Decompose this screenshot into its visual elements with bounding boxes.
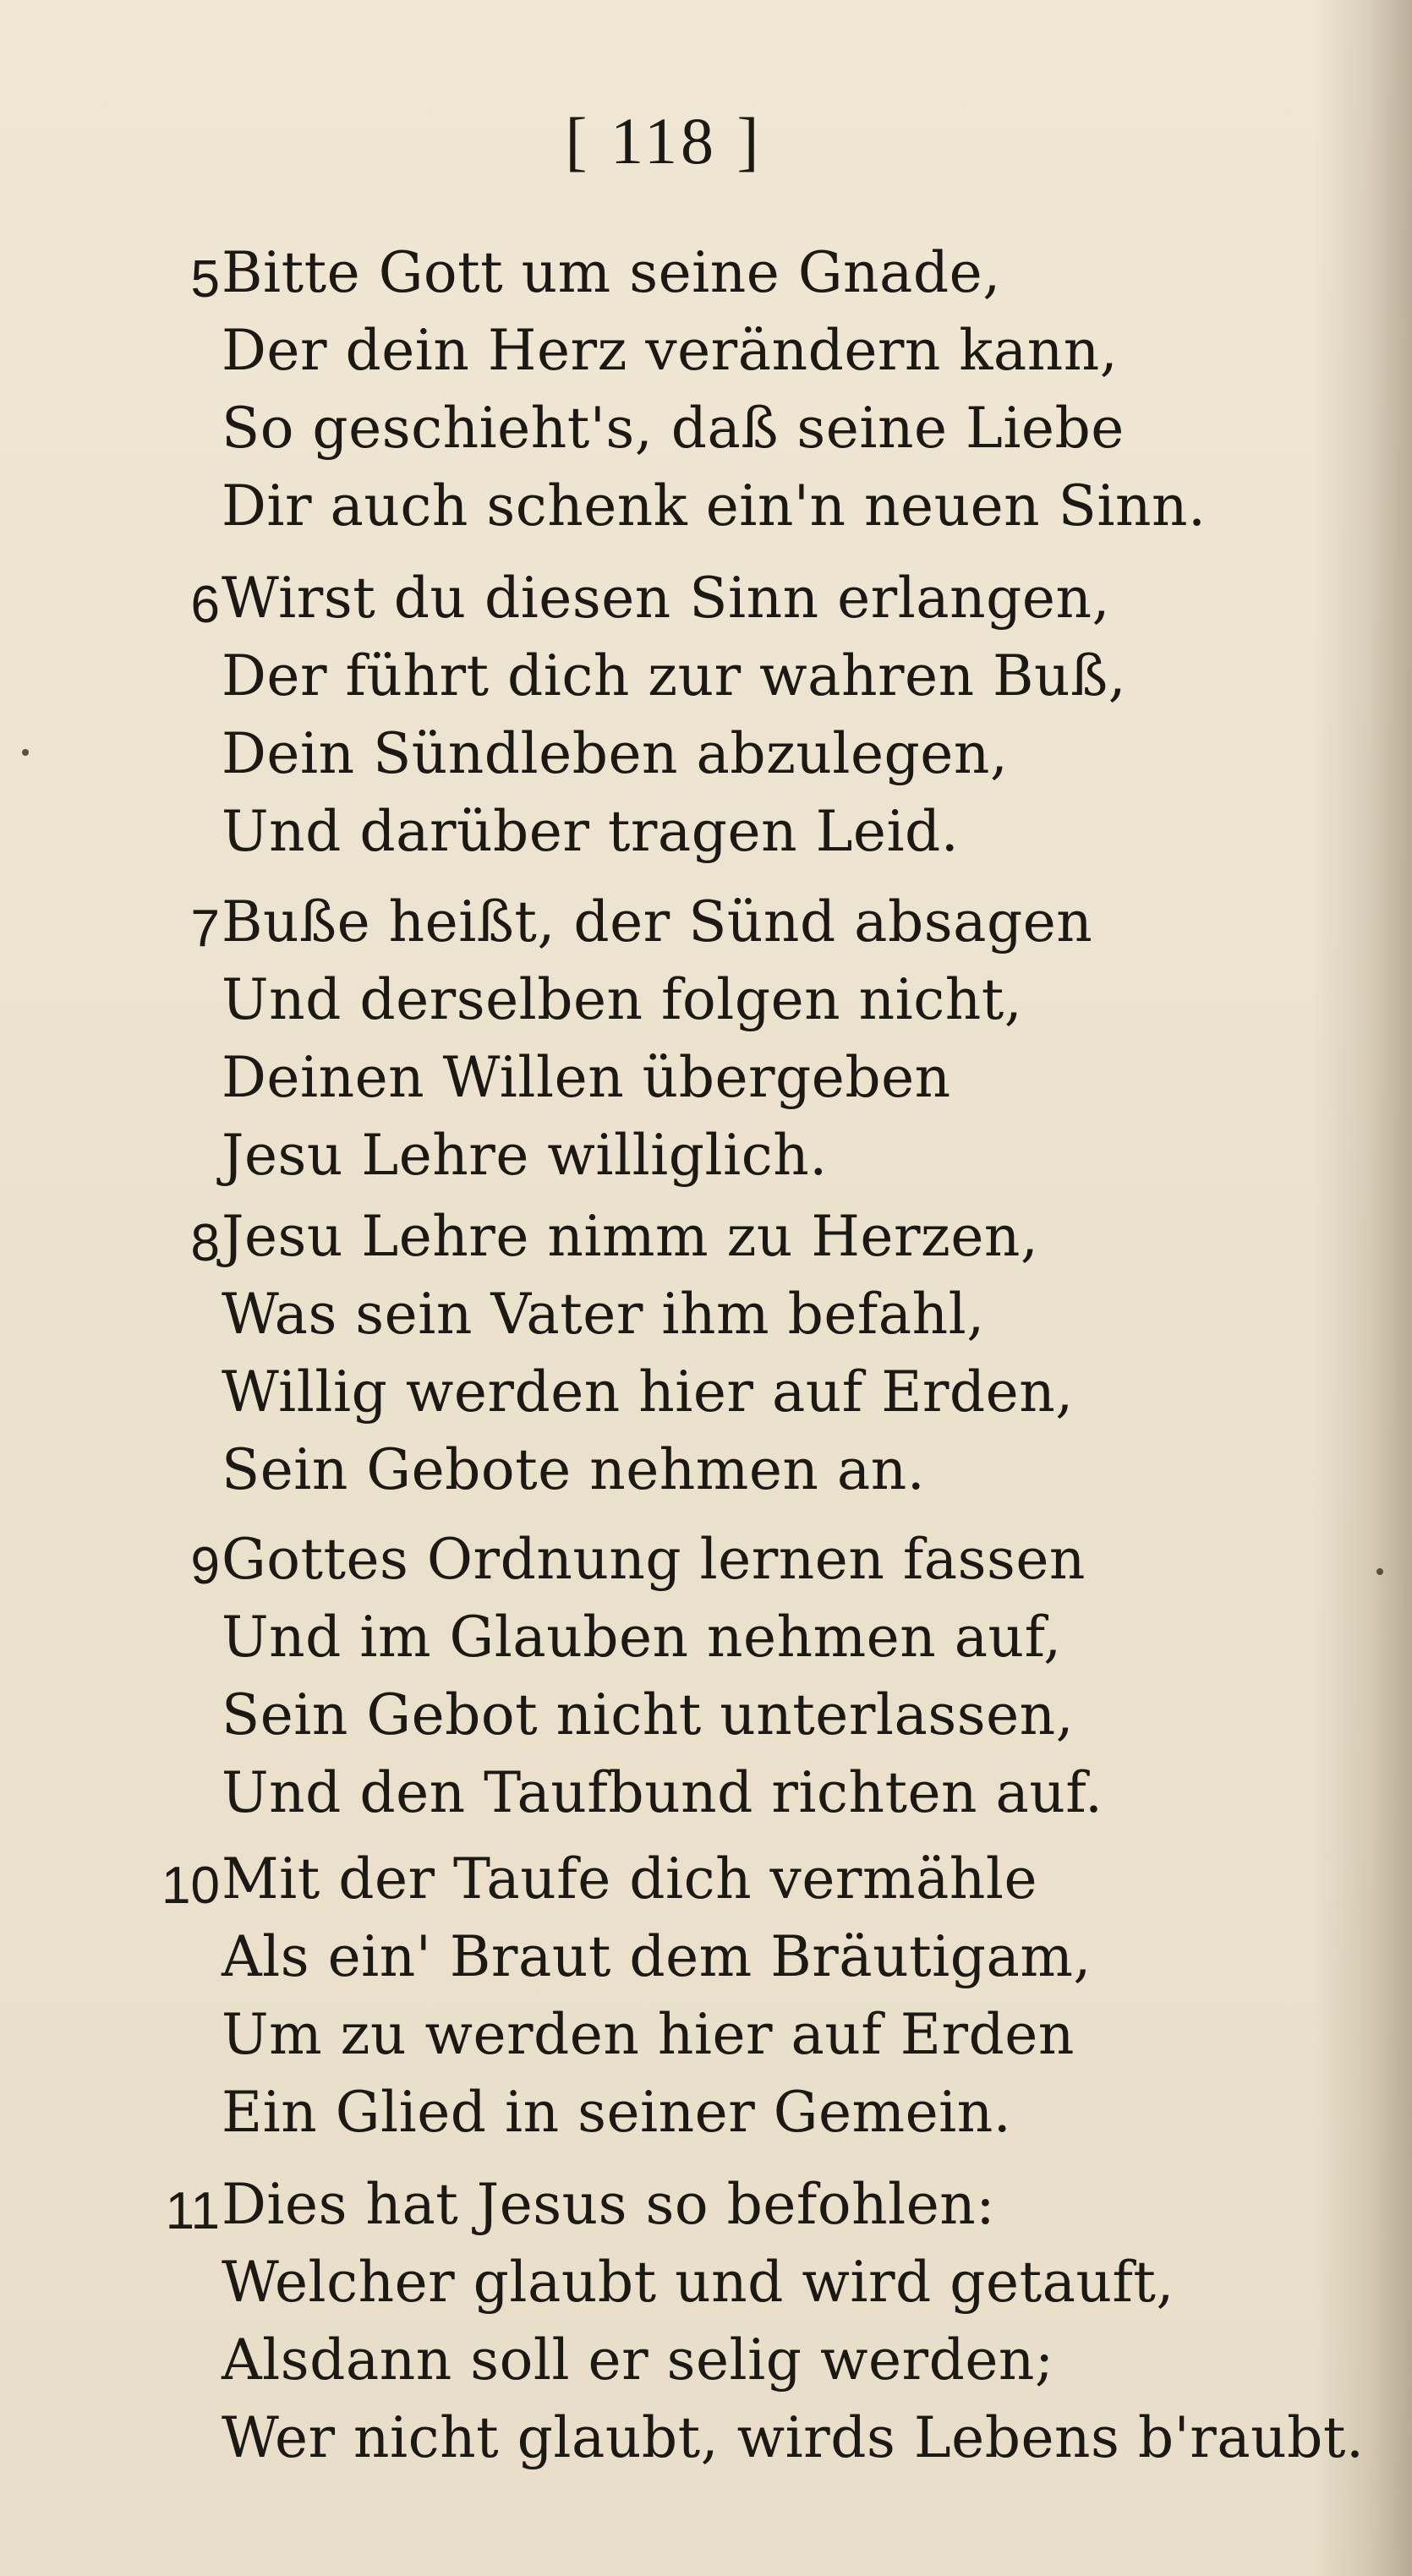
verse-line: Buße heißt, der Sünd absagen — [222, 889, 1093, 954]
verse-line: Um zu werden hier auf Erden — [222, 2002, 1075, 2067]
verse-line: Ein Glied in seiner Gemein. — [222, 2080, 1012, 2145]
verse-line: Der dein Herz verändern kann, — [222, 318, 1119, 383]
verse-line: Wer nicht glaubt, wirds Lebens b'raubt. — [222, 2405, 1365, 2470]
verse-line: Welcher glaubt und wird getauft, — [222, 2250, 1174, 2315]
verse-line: Dein Sündleben abzulegen, — [222, 721, 1009, 786]
paper-speck — [1376, 1568, 1383, 1575]
verse-line: Alsdann soll er selig werden; — [222, 2327, 1054, 2393]
verse-number: 10 — [161, 1857, 220, 1915]
verse-line: Bitte Gott um seine Gnade, — [222, 240, 1001, 305]
verse-line: Was sein Vater ihm befahl, — [222, 1282, 985, 1347]
verse-number: 7 — [190, 900, 220, 958]
verse-line: Wirst du diesen Sinn erlangen, — [222, 566, 1110, 631]
page-number: [ 118 ] — [565, 104, 763, 178]
verse-line: Und den Taufbund richten auf. — [222, 1760, 1103, 1825]
verse-number: 5 — [190, 250, 220, 309]
verse-number: 9 — [190, 1537, 220, 1595]
verse-line: Deinen Willen übergeben — [222, 1045, 951, 1110]
verse-line: Sein Gebot nicht unterlassen, — [222, 1682, 1075, 1747]
verse-line: So geschieht's, daß seine Liebe — [222, 396, 1125, 461]
verse-line: Gottes Ordnung lernen fassen — [222, 1527, 1086, 1592]
verse-line: Und darüber tragen Leid. — [222, 799, 960, 864]
verse-line: Jesu Lehre nimm zu Herzen, — [222, 1204, 1039, 1269]
verse-line: Und derselben folgen nicht, — [222, 967, 1023, 1032]
paper-speck — [22, 749, 29, 756]
verse-line: Dies hat Jesus so befohlen: — [222, 2172, 996, 2237]
verse-line: Mit der Taufe dich vermähle — [222, 1846, 1038, 1911]
verse-line: Sein Gebote nehmen an. — [222, 1437, 926, 1502]
verse-line: Dir auch schenk ein'n neuen Sinn. — [222, 473, 1207, 539]
verse-line: Und im Glauben nehmen auf, — [222, 1605, 1062, 1670]
verse-line: Als ein' Braut dem Bräutigam, — [222, 1924, 1092, 1989]
verse-line: Willig werden hier auf Erden, — [222, 1359, 1074, 1425]
verse-number: 8 — [190, 1214, 220, 1272]
verse-number: 6 — [190, 576, 220, 634]
verse-number: 11 — [165, 2182, 220, 2240]
verse-line: Der führt dich zur wahren Buß, — [222, 643, 1127, 708]
verse-line: Jesu Lehre williglich. — [222, 1123, 828, 1188]
